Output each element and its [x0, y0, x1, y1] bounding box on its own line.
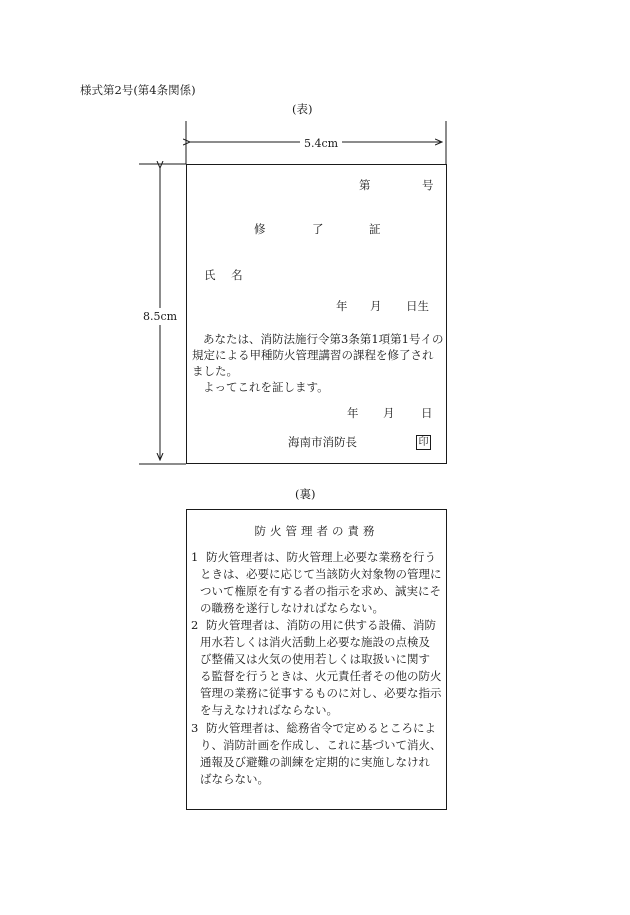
- duty-line: る監督を行うときは、火元責任者その他の防火: [200, 669, 442, 683]
- duty-item-1: [190, 549, 442, 617]
- birth-year-label: 年: [336, 299, 348, 313]
- duty-line: り、消防計画を作成し、これに基づいて消火、: [200, 738, 442, 752]
- duty-line: 管理の業務に従事するものに対し、必要な指示: [200, 686, 442, 700]
- duty-line: の職務を遂行しなければならない。: [200, 601, 384, 615]
- certify-line: よってこれを証します。: [203, 380, 329, 394]
- front-side-label: (表): [292, 102, 313, 116]
- front-card: [186, 164, 447, 464]
- certificate-title-char-2: 了: [312, 222, 324, 236]
- duty-item-2: [190, 617, 442, 719]
- duty-line: 用水若しくは消火活動上必要な施設の点検及: [200, 635, 430, 649]
- duty-line: ばならない。: [200, 772, 269, 786]
- birth-day-label: 日生: [406, 299, 429, 313]
- width-dimension-label: 5.4cm: [300, 137, 342, 150]
- seal-box: 印: [416, 435, 431, 450]
- issue-month-label: 月: [383, 406, 395, 420]
- body-line: 規定による甲種防火管理講習の課程を修了され: [192, 348, 434, 362]
- duty-line: を与えなければならない。: [200, 703, 338, 717]
- issue-year-label: 年: [347, 406, 359, 420]
- duty-line: 通報及び避難の訓練を定期的に実施しなけれ: [200, 755, 430, 769]
- certificate-body: [192, 331, 444, 395]
- name-label: 氏 名: [204, 268, 249, 282]
- duty-line: 防火管理者は、防火管理上必要な業務を行う: [206, 550, 436, 564]
- birth-month-label: 月: [370, 299, 382, 313]
- duty-line: 防火管理者は、消防の用に供する設備、消防: [206, 618, 436, 632]
- duty-line: 防火管理者は、総務省令で定めるところによ: [206, 721, 436, 735]
- certificate-number-prefix: 第: [359, 178, 371, 192]
- body-line: ました。: [192, 364, 238, 378]
- duty-line: ついて権原を有する者の指示を求め、誠実にそ: [200, 584, 442, 598]
- height-dimension-label: 8.5cm: [143, 310, 178, 323]
- body-line: あなたは、消防法施行令第3条第1項第1号イの: [203, 332, 444, 346]
- duty-line: び整備又は火気の使用若しくは取扱いに関す: [200, 652, 430, 666]
- form-title: 様式第2号(第4条関係): [80, 83, 196, 97]
- duty-item-number: 3: [191, 721, 199, 735]
- certificate-title-char-3: 証: [369, 222, 381, 236]
- back-side-label: (裏): [295, 487, 316, 501]
- certificate-title-char-1: 修: [254, 222, 266, 236]
- duty-item-3: [190, 720, 442, 788]
- duty-item-number: 2: [191, 618, 199, 632]
- issuer-name: 海南市消防長: [288, 435, 357, 449]
- back-card-title: 防火管理者の責務: [254, 524, 379, 538]
- duty-item-number: 1: [191, 550, 199, 564]
- certificate-number-suffix: 号: [422, 178, 434, 192]
- duty-line: ときは、必要に応じて当該防火対象物の管理に: [200, 567, 442, 581]
- issue-day-label: 日: [421, 406, 433, 420]
